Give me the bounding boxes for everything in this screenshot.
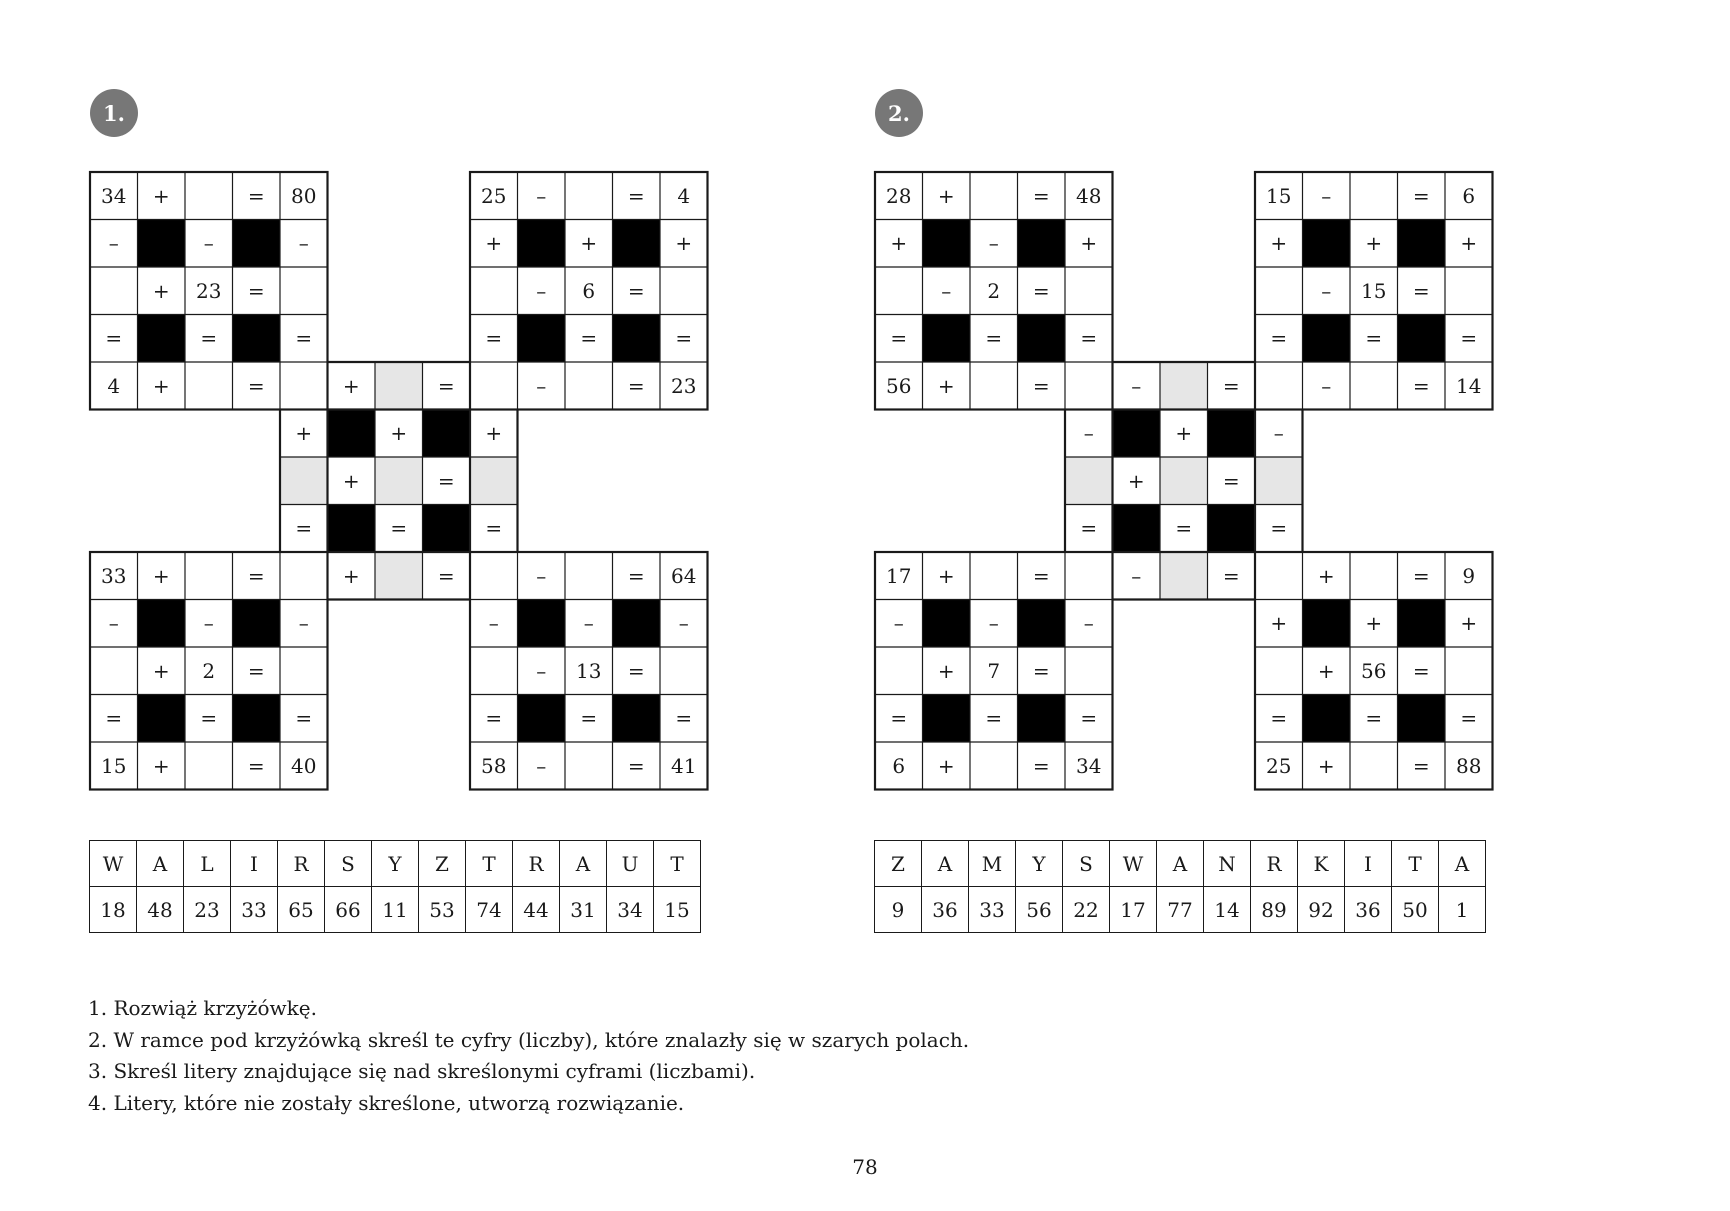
black-cell: [923, 220, 971, 268]
grid-cell-text: =: [1222, 563, 1240, 588]
gray-cell: [375, 457, 423, 505]
grid-cell-text: –: [298, 611, 309, 636]
grid-cell-text: =: [437, 563, 455, 588]
grid-cell-text: –: [536, 278, 547, 303]
grid-cell-text: =: [485, 326, 503, 351]
grid-cell-text: +: [1270, 231, 1288, 256]
black-cell: [423, 410, 471, 458]
grid-cell-text: =: [437, 468, 455, 493]
key-letter-cell: A: [1439, 841, 1486, 887]
grid-cell-text: =: [627, 658, 645, 683]
key-number-cell: 53: [419, 887, 466, 933]
grid-cell-text: –: [1131, 563, 1142, 588]
grid-cell-text: =: [627, 373, 645, 398]
black-cell: [1208, 505, 1256, 553]
key-number-cell: 66: [325, 887, 372, 933]
grid-cell-text: 56: [1361, 658, 1387, 683]
grid-cell-text: +: [1080, 231, 1098, 256]
grid-cell-text: –: [1273, 421, 1284, 446]
grid-cell-text: =: [247, 278, 265, 303]
key-letter-cell: T: [1392, 841, 1439, 887]
grid-cell-text: 64: [671, 563, 697, 588]
key-letter-cell: M: [969, 841, 1016, 887]
key-number-cell: 18: [90, 887, 137, 933]
key-letter-cell: A: [1157, 841, 1204, 887]
key-number-cell: 33: [231, 887, 278, 933]
grid-cell-text: –: [536, 373, 547, 398]
black-cell: [423, 505, 471, 553]
grid-cell-text: +: [152, 658, 170, 683]
grid-cell-text: 4: [677, 183, 691, 208]
key-number-row: [875, 887, 1486, 933]
grid-cell-text: 6: [1462, 183, 1476, 208]
grid-cell-text: 23: [671, 373, 697, 398]
key-letter-cell: I: [231, 841, 278, 887]
grid-cell-text: =: [1032, 373, 1050, 398]
grid-cell-text: –: [1321, 183, 1332, 208]
black-cell: [1398, 315, 1446, 363]
grid-cell-text: –: [203, 611, 214, 636]
key-number-cell: 14: [1204, 887, 1251, 933]
grid-cell-text: =: [1080, 326, 1098, 351]
grid-cell-text: +: [937, 183, 955, 208]
grid-cell-text: =: [890, 706, 908, 731]
grid-cell-text: =: [105, 706, 123, 731]
grid-cell-text: =: [1270, 516, 1288, 541]
key-letter-row: [90, 841, 701, 887]
puzzle-1-badge: 1.: [90, 89, 138, 137]
grid-cell-text: +: [890, 231, 908, 256]
grid-cell-text: =: [1270, 326, 1288, 351]
gray-cell: [280, 457, 328, 505]
grid-cell-text: –: [536, 658, 547, 683]
grid-cell-text: =: [985, 326, 1003, 351]
black-cell: [138, 315, 186, 363]
grid-cell-text: 80: [291, 183, 317, 208]
key-number-cell: 9: [875, 887, 922, 933]
key-number-cell: 31: [560, 887, 607, 933]
grid-cell-text: –: [108, 611, 119, 636]
grid-cell-text: =: [1032, 183, 1050, 208]
grid-cell-text: =: [1222, 468, 1240, 493]
grid-cell-text: +: [1317, 753, 1335, 778]
grid-cell-text: =: [247, 563, 265, 588]
puzzle-1-grid: [90, 172, 708, 790]
grid-cell-text: +: [485, 231, 503, 256]
instructions: [88, 993, 969, 1119]
black-cell: [1113, 505, 1161, 553]
grid-cell-text: –: [203, 231, 214, 256]
grid-cell-text: =: [390, 516, 408, 541]
black-cell: [518, 220, 566, 268]
key-letter-cell: Z: [875, 841, 922, 887]
black-cell: [1303, 600, 1351, 648]
black-cell: [613, 600, 661, 648]
black-cell: [138, 695, 186, 743]
grid-cell-text: +: [1317, 563, 1335, 588]
grid-cell-text: –: [536, 753, 547, 778]
grid-cell-text: +: [295, 421, 313, 446]
black-cell: [1113, 410, 1161, 458]
black-cell: [518, 315, 566, 363]
black-cell: [1398, 600, 1446, 648]
grid-cell-text: 2: [202, 658, 216, 683]
key-number-cell: 77: [1157, 887, 1204, 933]
black-cell: [328, 505, 376, 553]
puzzle-2-grid: [875, 172, 1493, 790]
grid-cell-text: +: [1270, 611, 1288, 636]
grid-cell-text: 2: [987, 278, 1001, 303]
grid-cell-text: =: [247, 373, 265, 398]
key-letter-cell: S: [325, 841, 372, 887]
grid-cell-text: 34: [101, 183, 127, 208]
key-number-cell: 23: [184, 887, 231, 933]
key-number-cell: 89: [1251, 887, 1298, 933]
grid-cell-text: 48: [1076, 183, 1102, 208]
grid-cell-text: +: [937, 563, 955, 588]
grid-cell-text: =: [200, 326, 218, 351]
grid-cell-text: =: [437, 373, 455, 398]
grid-cell-text: 34: [1076, 753, 1102, 778]
key-number-cell: 1: [1439, 887, 1486, 933]
grid-cell-text: =: [675, 326, 693, 351]
key-letter-cell: R: [1251, 841, 1298, 887]
grid-cell-text: 58: [481, 753, 507, 778]
grid-cell-text: –: [1321, 373, 1332, 398]
grid-cell-text: =: [1412, 183, 1430, 208]
black-cell: [233, 220, 281, 268]
grid-cell-text: 25: [481, 183, 507, 208]
black-cell: [923, 600, 971, 648]
grid-cell-text: =: [1412, 563, 1430, 588]
grid-cell-text: =: [485, 516, 503, 541]
key-letter-cell: W: [1110, 841, 1157, 887]
key-number-cell: 50: [1392, 887, 1439, 933]
black-cell: [233, 315, 281, 363]
key-letter-cell: R: [513, 841, 560, 887]
grid-cell-text: +: [152, 563, 170, 588]
key-letter-cell: A: [137, 841, 184, 887]
grid-cell-text: +: [937, 753, 955, 778]
grid-cell-text: =: [985, 706, 1003, 731]
key-number-cell: 48: [137, 887, 184, 933]
black-cell: [613, 220, 661, 268]
puzzle-1-key-table: [89, 840, 701, 933]
grid-cell-text: 23: [196, 278, 222, 303]
key-number-cell: 36: [1345, 887, 1392, 933]
grid-cell-text: +: [1175, 421, 1193, 446]
key-number-cell: 74: [466, 887, 513, 933]
key-number-cell: 22: [1063, 887, 1110, 933]
black-cell: [518, 695, 566, 743]
key-number-cell: 11: [372, 887, 419, 933]
grid-cell-text: =: [295, 516, 313, 541]
grid-cell-text: =: [105, 326, 123, 351]
key-letter-cell: U: [607, 841, 654, 887]
grid-cell-text: =: [1412, 278, 1430, 303]
grid-cell-text: +: [1365, 611, 1383, 636]
key-letter-cell: I: [1345, 841, 1392, 887]
instruction-line: 4. Litery, które nie zostały skreślone, utworzą rozwiązanie.: [88, 1090, 685, 1115]
grid-cell-text: =: [1222, 373, 1240, 398]
black-cell: [1018, 695, 1066, 743]
grid-cell-text: 14: [1456, 373, 1482, 398]
grid-cell-text: +: [937, 373, 955, 398]
grid-cell-text: 9: [1462, 563, 1476, 588]
key-letter-cell: N: [1204, 841, 1251, 887]
page-number: 78: [852, 1155, 878, 1179]
grid-cell-text: 13: [576, 658, 602, 683]
grid-lines: [875, 172, 1493, 790]
grid-cell-text: +: [152, 183, 170, 208]
key-letter-cell: A: [922, 841, 969, 887]
key-number-cell: 56: [1016, 887, 1063, 933]
grid-cell-text: +: [342, 468, 360, 493]
grid-cell-text: +: [675, 231, 693, 256]
grid-cell-text: =: [627, 183, 645, 208]
grid-cell-text: =: [485, 706, 503, 731]
black-cell: [923, 695, 971, 743]
grid-cell-text: =: [247, 658, 265, 683]
grid-cell-text: +: [152, 278, 170, 303]
key-letter-cell: T: [466, 841, 513, 887]
black-cell: [138, 220, 186, 268]
puzzle-2-key-table: [874, 840, 1486, 933]
grid-cell-text: =: [580, 706, 598, 731]
grid-cell-text: 6: [892, 753, 906, 778]
grid-cell-text: =: [247, 753, 265, 778]
grid-cell-text: +: [937, 658, 955, 683]
gray-cell: [1160, 362, 1208, 410]
grid-cell-text: =: [1080, 516, 1098, 541]
key-number-cell: 17: [1110, 887, 1157, 933]
grid-cell-text: 17: [886, 563, 912, 588]
key-letter-cell: R: [278, 841, 325, 887]
grid-cell-text: +: [1365, 231, 1383, 256]
grid-cell-text: –: [678, 611, 689, 636]
grid-cell-text: =: [1032, 753, 1050, 778]
black-cell: [613, 315, 661, 363]
black-cell: [1303, 695, 1351, 743]
key-number-cell: 36: [922, 887, 969, 933]
grid-cell-text: +: [1317, 658, 1335, 683]
grid-cell-text: =: [1080, 706, 1098, 731]
grid-cell-text: =: [1032, 563, 1050, 588]
key-number-cell: 44: [513, 887, 560, 933]
black-cell: [138, 600, 186, 648]
black-cell: [1398, 220, 1446, 268]
gray-cell: [1160, 457, 1208, 505]
grid-cell-text: –: [1083, 611, 1094, 636]
key-number-cell: 34: [607, 887, 654, 933]
black-cell: [923, 315, 971, 363]
grid-cell-text: =: [627, 753, 645, 778]
key-letter-cell: Y: [1016, 841, 1063, 887]
grid-cell-text: 7: [987, 658, 1001, 683]
black-cell: [1208, 410, 1256, 458]
key-letter-cell: A: [560, 841, 607, 887]
instruction-line: 3. Skreśl litery znajdujące się nad skreślonymi cyframi (liczbami).: [88, 1059, 756, 1083]
grid-cell-text: =: [295, 326, 313, 351]
grid-cell-text: =: [1460, 326, 1478, 351]
grid-lines: [90, 172, 708, 790]
key-letter-cell: K: [1298, 841, 1345, 887]
key-letter-cell: Y: [372, 841, 419, 887]
key-letter-cell: T: [654, 841, 701, 887]
gray-cell: [375, 552, 423, 600]
grid-cell-text: –: [988, 611, 999, 636]
black-cell: [233, 695, 281, 743]
grid-cell-text: =: [1365, 326, 1383, 351]
grid-cell-text: +: [485, 421, 503, 446]
grid-cell-text: –: [108, 231, 119, 256]
key-letter-cell: S: [1063, 841, 1110, 887]
grid-cell-text: =: [1460, 706, 1478, 731]
instruction-line: 2. W ramce pod krzyżówką skreśl te cyfry (liczby), które znalazły się w szarych polach.: [88, 1027, 970, 1052]
grid-cell-text: –: [536, 183, 547, 208]
black-cell: [1303, 220, 1351, 268]
gray-cell: [1160, 552, 1208, 600]
grid-cell-text: +: [1460, 231, 1478, 256]
grid-cell-text: =: [1412, 753, 1430, 778]
grid-cell-text: 15: [1361, 278, 1387, 303]
grid-cell-text: 33: [101, 563, 127, 588]
grid-cell-text: –: [298, 231, 309, 256]
grid-cell-text: –: [893, 611, 904, 636]
black-cell: [233, 600, 281, 648]
key-number-cell: 65: [278, 887, 325, 933]
grid-cell-text: =: [1032, 658, 1050, 683]
key-letter-cell: L: [184, 841, 231, 887]
grid-cell-text: =: [580, 326, 598, 351]
black-cell: [518, 600, 566, 648]
key-number-cell: 33: [969, 887, 1016, 933]
grid-cell-text: 25: [1266, 753, 1292, 778]
grid-cell-text: =: [627, 563, 645, 588]
gray-cell: [470, 457, 518, 505]
grid-cell-text: +: [152, 753, 170, 778]
grid-cell-text: –: [988, 231, 999, 256]
grid-cell-text: =: [1175, 516, 1193, 541]
grid-cell-text: =: [1412, 658, 1430, 683]
grid-cell-text: =: [295, 706, 313, 731]
grid-cell-text: 4: [107, 373, 121, 398]
key-number-cell: 15: [654, 887, 701, 933]
gray-cell: [1255, 457, 1303, 505]
grid-cell-text: 6: [582, 278, 596, 303]
gray-cell: [1065, 457, 1113, 505]
puzzle-2-badge: 2.: [875, 89, 923, 137]
grid-cell-text: =: [1270, 706, 1288, 731]
key-letter-cell: W: [90, 841, 137, 887]
grid-cell-text: +: [342, 373, 360, 398]
grid-cell-text: =: [1412, 373, 1430, 398]
black-cell: [613, 695, 661, 743]
grid-cell-text: =: [675, 706, 693, 731]
grid-cell-text: 41: [671, 753, 697, 778]
black-cell: [1303, 315, 1351, 363]
grid-cell-text: 15: [1266, 183, 1292, 208]
instruction-line: 1. Rozwiąż krzyżówkę.: [88, 996, 317, 1020]
black-cell: [1018, 600, 1066, 648]
black-cell: [1398, 695, 1446, 743]
grid-cell-text: 56: [886, 373, 912, 398]
grid-cell-text: +: [390, 421, 408, 446]
grid-cell-text: +: [1127, 468, 1145, 493]
key-number-cell: 92: [1298, 887, 1345, 933]
grid-cell-text: =: [1365, 706, 1383, 731]
grid-cell-text: –: [1131, 373, 1142, 398]
grid-cell-text: =: [890, 326, 908, 351]
grid-cell-text: 28: [886, 183, 912, 208]
grid-cell-text: –: [1321, 278, 1332, 303]
grid-cell-text: =: [1032, 278, 1050, 303]
grid-cell-text: =: [200, 706, 218, 731]
grid-cell-text: –: [536, 563, 547, 588]
black-cell: [1018, 315, 1066, 363]
grid-cell-text: =: [247, 183, 265, 208]
grid-cell-text: +: [152, 373, 170, 398]
gray-cell: [375, 362, 423, 410]
grid-cell-text: –: [488, 611, 499, 636]
grid-cell-text: –: [941, 278, 952, 303]
black-cell: [1018, 220, 1066, 268]
grid-cell-text: –: [583, 611, 594, 636]
grid-cell-text: +: [342, 563, 360, 588]
grid-cell-text: –: [1083, 421, 1094, 446]
key-letter-cell: Z: [419, 841, 466, 887]
key-number-row: [90, 887, 701, 933]
grid-cell-text: 15: [101, 753, 127, 778]
grid-cell-text: =: [627, 278, 645, 303]
grid-cell-text: +: [1460, 611, 1478, 636]
grid-cell-text: +: [580, 231, 598, 256]
black-cell: [328, 410, 376, 458]
grid-cell-text: 40: [291, 753, 317, 778]
grid-cell-text: 88: [1456, 753, 1482, 778]
key-letter-row: [875, 841, 1486, 887]
